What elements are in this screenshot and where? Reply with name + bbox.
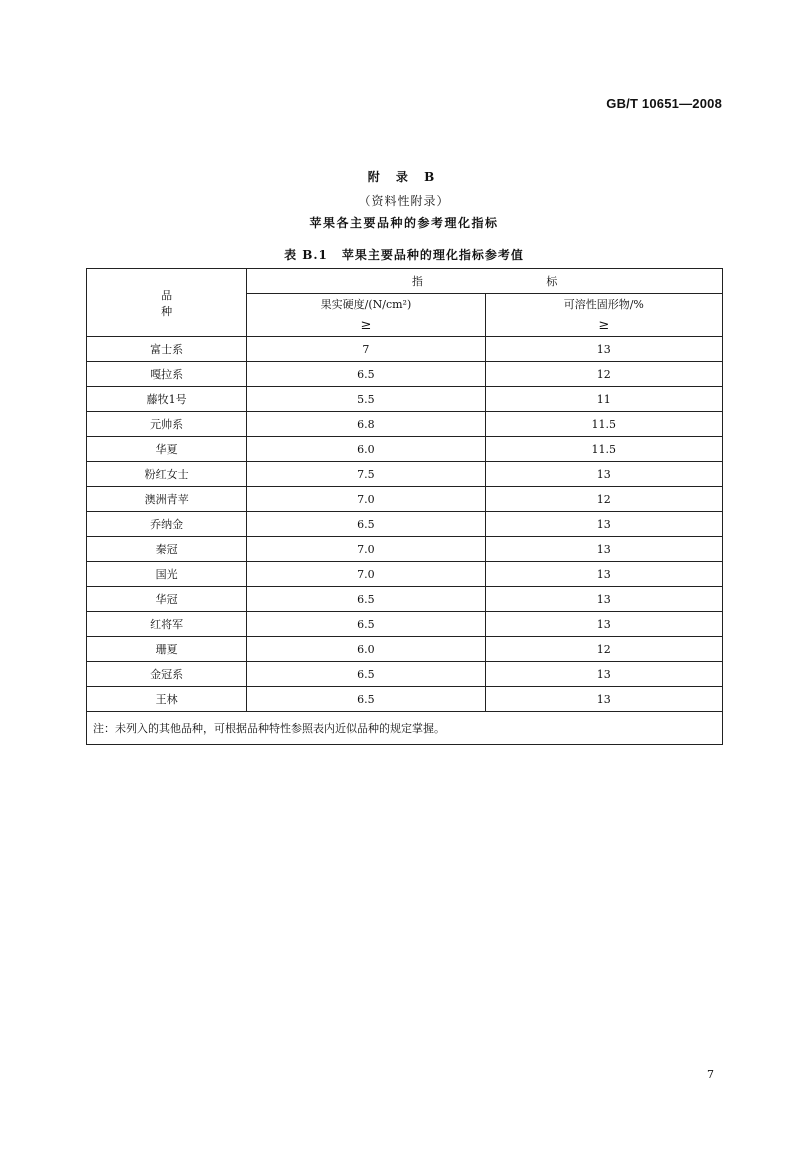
cell-variety: 王林 [87, 687, 247, 712]
cell-variety: 粉红女士 [87, 462, 247, 487]
cell-variety: 藤牧1号 [87, 387, 247, 412]
table-row [87, 362, 723, 387]
cell-variety: 珊夏 [87, 637, 247, 662]
standard-code: GB/T 10651—2008 [606, 96, 722, 111]
table-row [87, 562, 723, 587]
cell-hardness: 6.0 [247, 637, 485, 662]
table-caption-number: 表 B.1 [284, 248, 328, 262]
table-row [87, 662, 723, 687]
cell-soluble-solids: 12 [485, 637, 722, 662]
cell-variety: 华冠 [87, 587, 247, 612]
table-row [87, 637, 723, 662]
cell-soluble-solids: 11 [485, 387, 722, 412]
table-row [87, 337, 723, 362]
cell-variety: 秦冠 [87, 537, 247, 562]
table-row [87, 687, 723, 712]
table-row [87, 462, 723, 487]
table-caption [0, 246, 808, 263]
cell-hardness: 7.0 [247, 537, 485, 562]
cell-hardness: 7.5 [247, 462, 485, 487]
page-number: 7 [707, 1068, 714, 1081]
table-row [87, 512, 723, 537]
cell-soluble-solids: 13 [485, 512, 722, 537]
cell-hardness: 7.0 [247, 562, 485, 587]
cell-hardness: 6.5 [247, 362, 485, 387]
cell-soluble-solids: 13 [485, 337, 722, 362]
table-note-row [87, 712, 723, 745]
cell-variety: 国光 [87, 562, 247, 587]
cell-hardness: 7.0 [247, 487, 485, 512]
cell-soluble-solids: 13 [485, 687, 722, 712]
header-index-group: 指 标 [247, 269, 723, 294]
cell-soluble-solids: 12 [485, 487, 722, 512]
cell-soluble-solids: 13 [485, 587, 722, 612]
header-variety: 品 种 [87, 269, 247, 337]
cell-soluble-solids: 11.5 [485, 437, 722, 462]
table-row [87, 587, 723, 612]
cell-hardness: 6.8 [247, 412, 485, 437]
cell-variety: 金冠系 [87, 662, 247, 687]
table-row [87, 487, 723, 512]
table-caption-title: 苹果主要品种的理化指标参考值 [341, 248, 524, 262]
cell-soluble-solids: 13 [485, 537, 722, 562]
header-hardness: 果实硬度/(N/cm²) [247, 294, 485, 315]
cell-variety: 元帅系 [87, 412, 247, 437]
cell-hardness: 6.0 [247, 437, 485, 462]
cell-soluble-solids: 11.5 [485, 412, 722, 437]
cell-hardness: 6.5 [247, 587, 485, 612]
table-row [87, 412, 723, 437]
table-row [87, 387, 723, 412]
cell-variety: 乔纳金 [87, 512, 247, 537]
cell-soluble-solids: 13 [485, 662, 722, 687]
cell-hardness: 6.5 [247, 687, 485, 712]
appendix-title: 苹果各主要品种的参考理化指标 [309, 216, 499, 230]
cell-variety: 嘎拉系 [87, 362, 247, 387]
apple-index-table [86, 268, 723, 745]
cell-variety: 富士系 [87, 337, 247, 362]
cell-hardness: 6.5 [247, 662, 485, 687]
cell-soluble-solids: 12 [485, 362, 722, 387]
table-row [87, 437, 723, 462]
table-note: 注：未列入的其他品种，可根据品种特性参照表内近似品种的规定掌握。 [87, 712, 723, 745]
cell-variety: 华夏 [87, 437, 247, 462]
cell-soluble-solids: 13 [485, 562, 722, 587]
header-soluble-ge: ≥ [485, 314, 722, 337]
appendix-nature: （资料性附录） [358, 194, 450, 208]
table-row [87, 537, 723, 562]
cell-variety: 红将军 [87, 612, 247, 637]
table-row [87, 612, 723, 637]
cell-hardness: 6.5 [247, 612, 485, 637]
cell-soluble-solids: 13 [485, 612, 722, 637]
header-soluble-solids: 可溶性固形物/% [485, 294, 722, 315]
header-hardness-ge: ≥ [247, 314, 485, 337]
cell-hardness: 7 [247, 337, 485, 362]
appendix-label: 附 录 B [367, 170, 441, 184]
cell-hardness: 5.5 [247, 387, 485, 412]
cell-variety: 澳洲青苹 [87, 487, 247, 512]
cell-hardness: 6.5 [247, 512, 485, 537]
cell-soluble-solids: 13 [485, 462, 722, 487]
